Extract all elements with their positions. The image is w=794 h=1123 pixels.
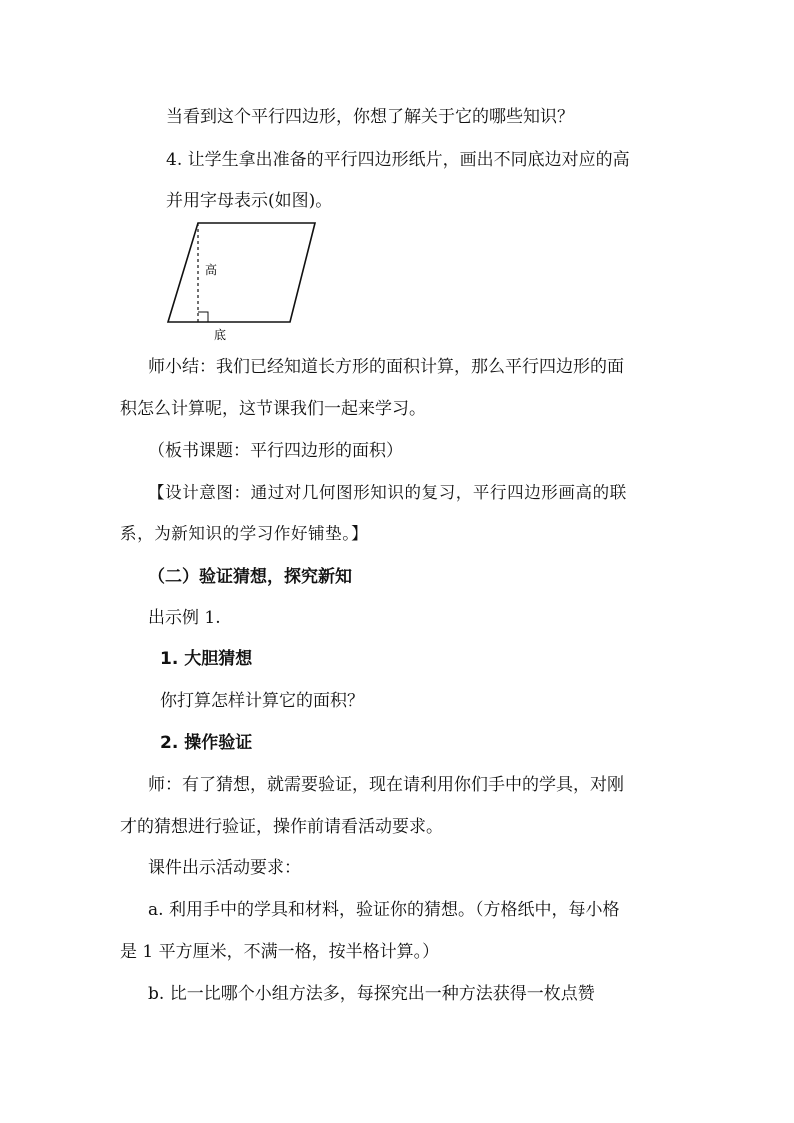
- paragraph-line: 才的猜想进行验证，操作前请看活动要求。: [120, 817, 443, 837]
- paragraph-line: 出示例 1.: [148, 608, 221, 628]
- parallelogram-shape: [168, 223, 315, 322]
- subsection-heading: 1. 大胆猜想: [160, 649, 253, 669]
- paragraph-line: （板书课题：平行四边形的面积）: [148, 441, 403, 461]
- paragraph-line: 并用字母表示(如图)。: [166, 191, 333, 211]
- section-heading: （二）验证猜想，探究新知: [148, 567, 352, 587]
- paragraph-line: b. 比一比哪个小组方法多，每探究出一种方法获得一枚点赞: [148, 984, 595, 1004]
- design-intent-line: 【设计意图：通过对几何图形知识的复习，平行四边形画高的联: [148, 483, 627, 502]
- height-label: 高: [205, 263, 218, 277]
- paragraph-line: 是 1 平方厘米，不满一格，按半格计算。）: [120, 942, 440, 962]
- parallelogram-diagram: [160, 218, 330, 346]
- right-angle-mark: [198, 312, 208, 322]
- paragraph-line: 师小结：我们已经知道长方形的面积计算，那么平行四边形的面: [148, 357, 624, 377]
- paragraph-line: 课件出示活动要求：: [148, 858, 301, 878]
- base-label: 底: [214, 328, 227, 342]
- paragraph-line: 积怎么计算呢，这节课我们一起来学习。: [120, 399, 426, 419]
- paragraph-line: 当看到这个平行四边形，你想了解关于它的哪些知识？: [166, 107, 574, 127]
- paragraph-line: 你打算怎样计算它的面积？: [160, 691, 364, 711]
- design-intent-line: 系，为新知识的学习作好铺垫。】: [120, 524, 369, 543]
- paragraph-line: 师：有了猜想，就需要验证，现在请利用你们手中的学具，对刚: [148, 775, 624, 795]
- subsection-heading: 2. 操作验证: [160, 733, 253, 753]
- parallelogram-figure: [160, 218, 330, 346]
- paragraph-line: 4. 让学生拿出准备的平行四边形纸片，画出不同底边对应的高: [166, 150, 630, 170]
- paragraph-line: a. 利用手中的学具和材料，验证你的猜想。（方格纸中，每小格: [148, 900, 620, 920]
